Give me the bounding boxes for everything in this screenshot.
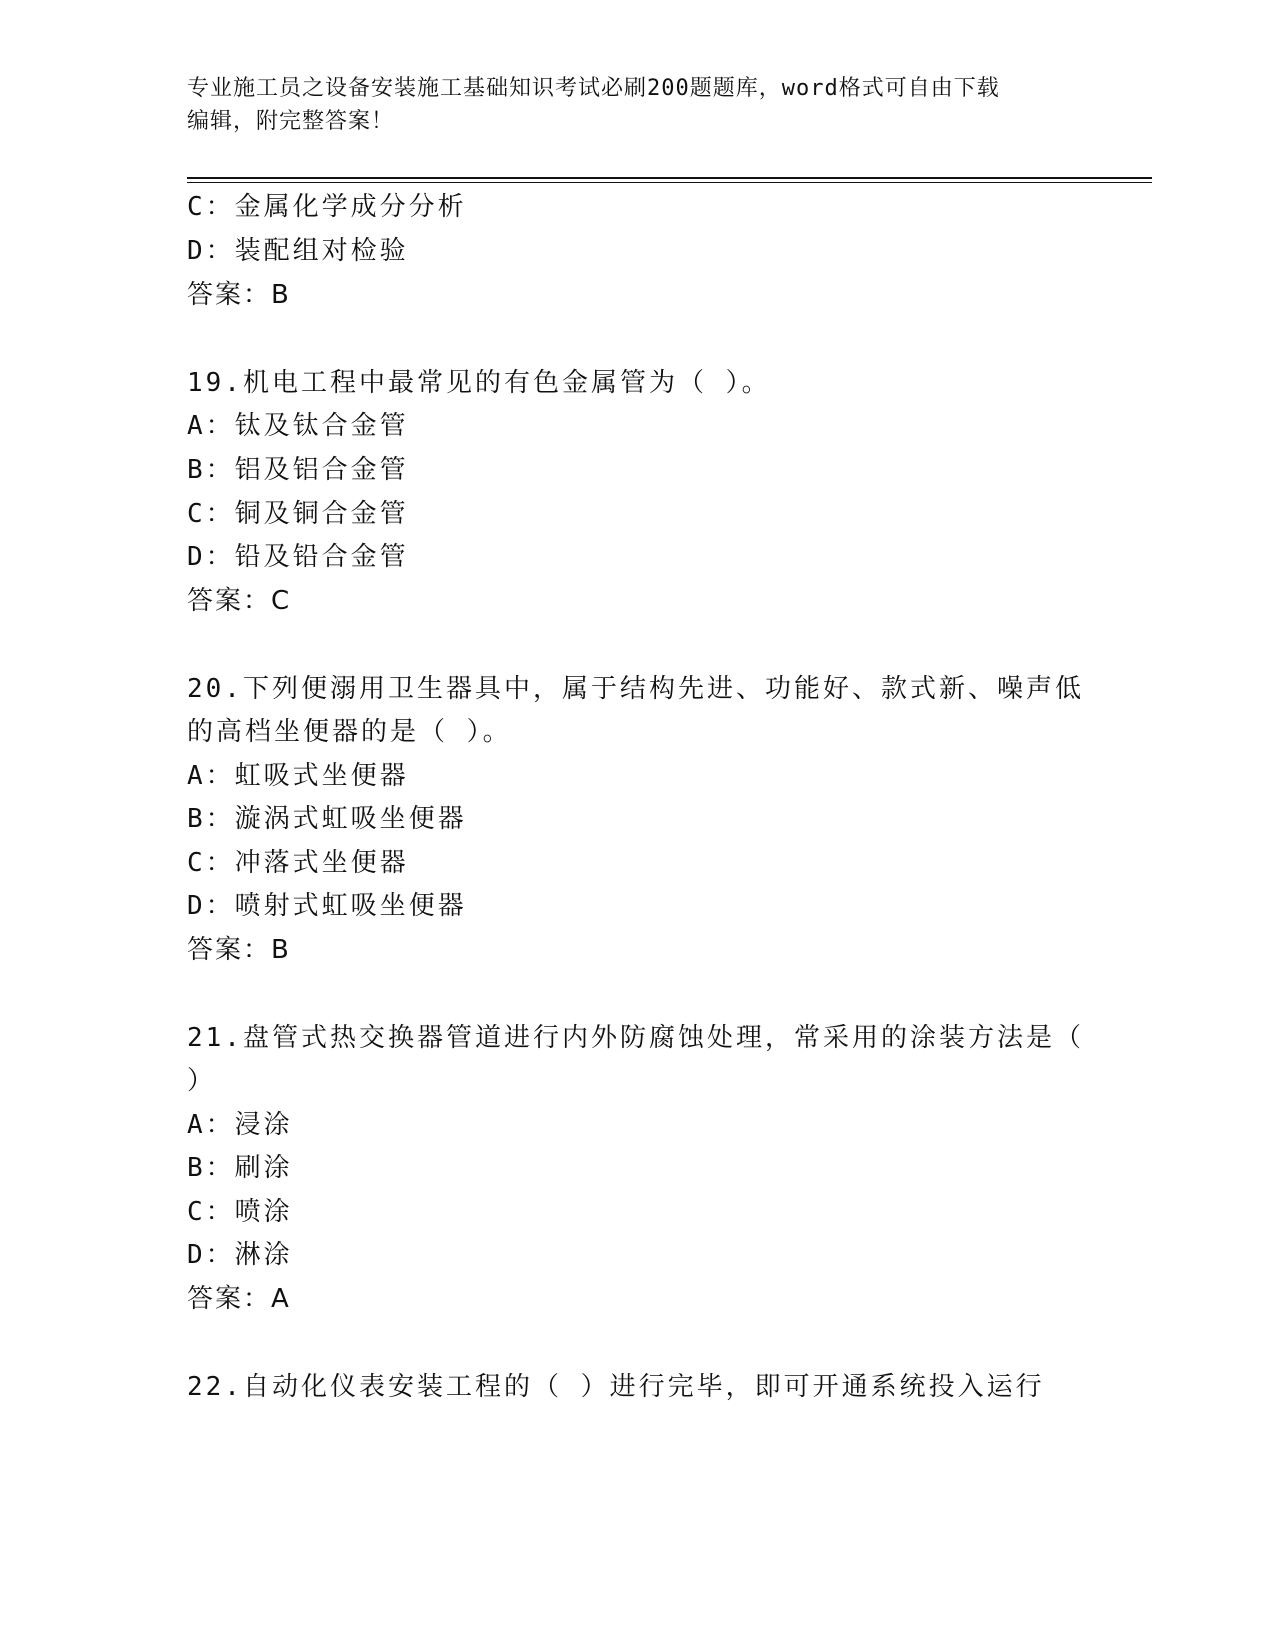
- q21-option-b: B：刷涂: [187, 1153, 293, 1183]
- q21-option-a: A：浸涂: [187, 1110, 293, 1140]
- q18-answer: 答案：B: [187, 280, 291, 310]
- q19-answer: 答案：C: [187, 586, 292, 616]
- q20-option-b: B：漩涡式虹吸坐便器: [187, 804, 467, 834]
- header-title-line-2: 编辑，附完整答案！: [187, 109, 395, 134]
- q21-question-line-2: ）: [187, 1066, 217, 1096]
- q20-question-line-2: 的高档坐便器的是（ ）。: [187, 717, 512, 747]
- q20-option-d: D：喷射式虹吸坐便器: [187, 891, 467, 921]
- document-header: [187, 72, 1077, 138]
- q22-question: 22.自动化仪表安装工程的（ ）进行完毕，即可开通系统投入运行: [187, 1372, 1045, 1402]
- q20-answer: 答案：B: [187, 935, 291, 965]
- q21-answer: 答案：A: [187, 1284, 291, 1314]
- q20-option-a: A：虹吸式坐便器: [187, 761, 409, 791]
- q19-option-b: B：铝及铝合金管: [187, 455, 409, 485]
- q21-option-c: C：喷涂: [187, 1197, 293, 1227]
- q19-option-c: C：铜及铜合金管: [187, 499, 409, 529]
- q21-option-d: D：淋涂: [187, 1240, 293, 1270]
- header-divider-thin: [187, 182, 1152, 183]
- header-title-line-1: 专业施工员之设备安装施工基础知识考试必刷200题题库，word格式可自由下载: [187, 76, 1000, 101]
- q19-question: 19.机电工程中最常见的有色金属管为（ ）。: [187, 368, 771, 398]
- q20-option-c: C：冲落式坐便器: [187, 848, 409, 878]
- q18-option-d: D：装配组对检验: [187, 236, 409, 266]
- q19-option-d: D：铅及铅合金管: [187, 542, 409, 572]
- q21-question-line-1: 21.盘管式热交换器管道进行内外防腐蚀处理，常采用的涂装方法是（: [187, 1023, 1084, 1053]
- q18-option-c: C：金属化学成分分析: [187, 192, 467, 222]
- q19-option-a: A：钛及钛合金管: [187, 411, 409, 441]
- q20-question-line-1: 20.下列便溺用卫生器具中，属于结构先进、功能好、款式新、噪声低: [187, 674, 1084, 704]
- header-divider-thick: [187, 177, 1152, 179]
